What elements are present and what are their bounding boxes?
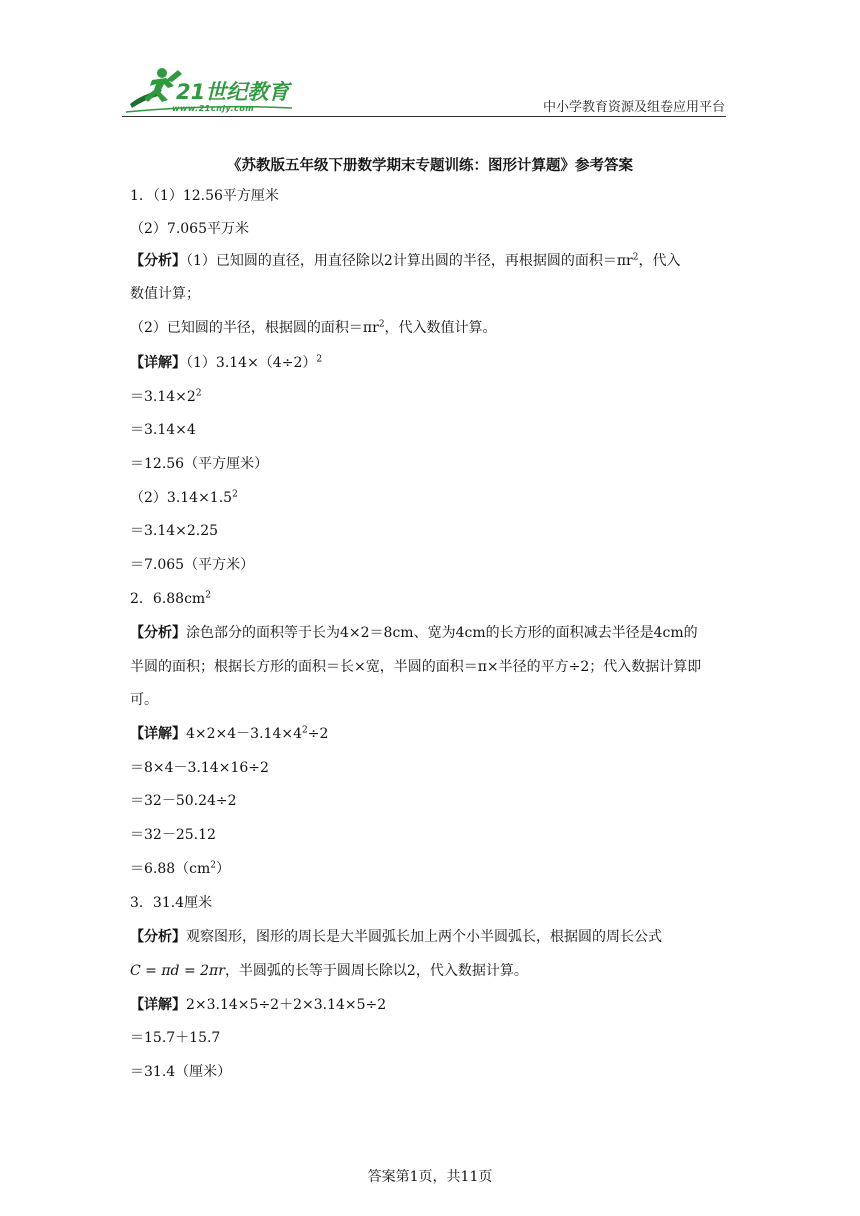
page-title: 《苏教版五年级下册数学期末专题训练：图形计算题》参考答案 [227,157,633,174]
q3-detail-line-1: 【详解】2×3.14×5÷2＋2×3.14×5÷2 [130,997,387,1013]
q3-detail-line-3: ＝31.4（厘米） [130,1064,232,1080]
q2-analysis-line-1: 【分析】涂色部分的面积等于长为4×2＝8cm、宽为4cm的长方形的面积减去半径是4cm的 [130,625,698,641]
q1-detail-line-1: 【详解】$(1)3.14\times(4\div 2)^2$ [130,354,323,371]
q2-detail-line-4: ＝32－25.12 [130,827,216,843]
q1-detail-line-2: $=3.14\times 2^2$ [130,388,202,405]
q3-answer: 3．31.4厘米 [130,895,213,911]
q1-detail-line-7: ＝7.065（平方米） [130,557,255,573]
q1-answer-1: 1．（1）12.56平方厘米 [130,188,279,204]
q1-answer-2: （2）7.065平万米 [130,221,249,237]
q1-detail-line-4: ＝12.56（平方厘米） [130,456,269,472]
logo-url: www.21cnjy.com [172,104,255,113]
q1-detail-line-5: $(2)3.14\times 1.5^2$ [130,489,238,506]
q1-detail-line-6: ＝3.14×2.25 [130,523,219,539]
page-footer: 答案第1页，共11页 [367,1169,493,1185]
circumference-formula: C = πd = 2πr [130,963,225,979]
q2-detail-line-5: $=6.88(cm^2)$ [130,860,231,877]
platform-label: 中小学教育资源及组卷应用平台 [542,100,725,115]
detail-tag: 【详解】 [130,355,186,371]
q1-analysis-line-1: 【分析】（1）已知圆的直径，用直径除以2计算出圆的半径，再根据圆的面积$=\pi r^2$，代入 [130,252,681,269]
header-divider [122,116,726,117]
q2-detail-line-3: ＝32－50.24÷2 [130,793,237,809]
analysis-tag: 【分析】 [130,253,186,269]
q3-analysis-line-2: C = πd = 2πr，半圆弧的长等于圆周长除以2，代入数据计算。 [130,963,528,979]
q3-analysis-line-1: 【分析】观察图形，图形的周长是大半圆弧长加上两个小半圆弧长，根据圆的周长公式 [130,929,662,945]
page-header [0,0,860,120]
q2-detail-line-2: ＝8×4－3.14×16÷2 [130,760,269,776]
q1-analysis-line-2: 数值计算； [130,286,200,302]
q2-detail-line-1: 【详解】$4\times 2\times 4-3.14\times 4^2\div 2$ [130,725,329,742]
q2-analysis-line-2: 半圆的面积；根据长方形的面积＝长×宽，半圆的面积＝π×半径的平方÷2；代入数据计算即 [130,659,702,675]
q1-detail-line-3: ＝3.14×4 [130,422,196,438]
q2-analysis-line-3: 可。 [130,692,158,708]
q2-answer: 2．$6.88cm^2$ [130,590,211,607]
q3-detail-line-2: ＝15.7＋15.7 [130,1030,221,1046]
logo-text: 21世纪教育 [176,80,290,104]
q1-analysis-line-3: （2）已知圆的半径，根据圆的面积$=\pi r^2$，代入数值计算。 [130,319,497,336]
